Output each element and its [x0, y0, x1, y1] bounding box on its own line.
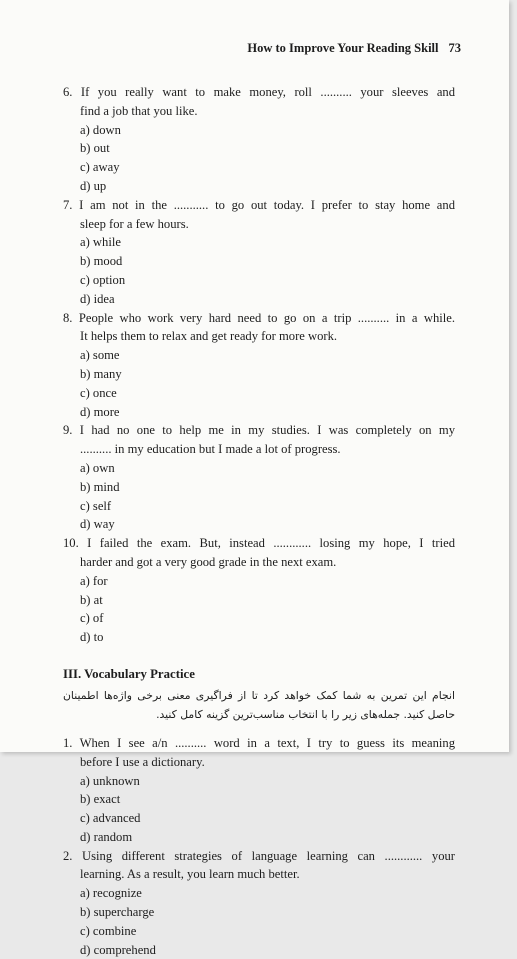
option-a: a) own	[80, 460, 115, 475]
answer-options	[63, 121, 455, 196]
option-b: b) exact	[80, 792, 121, 807]
option-c: c) combine	[80, 923, 137, 938]
question-text-line: 9. I had no one to help me in my studies. I was completely on my	[63, 423, 455, 438]
option-d: d) more	[80, 404, 120, 419]
option-c: c) option	[80, 272, 126, 287]
question-text-line: harder and got a very good grade in the next exam.	[80, 554, 337, 569]
option-d: d) up	[80, 178, 107, 193]
persian-instruction-line: انجام این تمرین به شما کمک خواهد کرد تا از فراگیری معنی برخی واژه‌ها اطمینان	[63, 688, 455, 702]
answer-options	[63, 459, 455, 534]
question-text-line: before I use a dictionary.	[80, 754, 205, 769]
question-text-line: 2. Using different strategies of language learning can ............ your	[63, 848, 455, 863]
option-d: d) way	[80, 517, 115, 532]
option-a: a) unknown	[80, 773, 140, 788]
answer-options	[63, 572, 455, 647]
question-text-line: learning. As a result, you learn much better.	[80, 867, 300, 882]
vocab-question-2	[63, 847, 455, 959]
option-b: b) supercharge	[80, 905, 155, 920]
question-text-line: 1. When I see a/n .......... word in a text, I try to guess its meaning	[63, 735, 455, 750]
question-text-line: 8. People who work very hard need to go on a trip .......... in a while.	[63, 310, 455, 325]
option-d: d) idea	[80, 291, 115, 306]
option-c: c) away	[80, 160, 120, 175]
answer-options	[63, 772, 455, 847]
option-a: a) some	[80, 348, 120, 363]
option-c: c) once	[80, 385, 117, 400]
question-text-line: 7. I am not in the ........... to go out today. I prefer to stay home and	[63, 197, 455, 212]
page-number: 73	[448, 41, 461, 55]
option-c: c) advanced	[80, 811, 141, 826]
vocab-question-1	[63, 734, 455, 847]
question-text-line: 6. If you really want to make money, roll .......... your sleeves and	[63, 85, 455, 99]
answer-options	[63, 346, 455, 421]
option-c: c) self	[80, 498, 112, 513]
option-a: a) down	[80, 122, 121, 137]
option-b: b) out	[80, 141, 110, 156]
option-a: a) recognize	[80, 886, 142, 901]
option-d: d) comprehend	[80, 942, 156, 957]
question-6	[63, 83, 455, 196]
persian-instruction-line: حاصل کنید. جمله‌های زیر را با انتخاب مناسب‌ترین گزینه کامل کنید.	[156, 707, 455, 721]
question-text-line: find a job that you like.	[80, 103, 198, 118]
option-b: b) many	[80, 366, 122, 381]
section-heading: III. Vocabulary Practice	[63, 666, 195, 681]
answer-options	[63, 233, 455, 308]
running-header	[247, 41, 461, 56]
option-d: d) random	[80, 829, 133, 844]
header-title: How to Improve Your Reading Skill	[247, 41, 439, 55]
question-text-line: 10. I failed the exam. But, instead ............ losing my hope, I tried	[63, 536, 455, 551]
question-9	[63, 421, 455, 534]
option-b: b) at	[80, 592, 103, 607]
question-text-line: sleep for a few hours.	[80, 216, 189, 231]
question-text-line: It helps them to relax and get ready for more work.	[80, 329, 338, 344]
option-a: a) while	[80, 235, 121, 250]
question-10	[63, 534, 455, 647]
option-d: d) to	[80, 630, 104, 645]
option-a: a) for	[80, 573, 108, 588]
option-c: c) of	[80, 611, 104, 626]
page-content	[63, 83, 455, 959]
question-8	[63, 309, 455, 422]
answer-options	[63, 884, 455, 959]
question-text-line: .......... in my education but I made a lot of progress.	[80, 442, 341, 457]
question-7	[63, 196, 455, 309]
option-b: b) mood	[80, 254, 123, 269]
option-b: b) mind	[80, 479, 120, 494]
